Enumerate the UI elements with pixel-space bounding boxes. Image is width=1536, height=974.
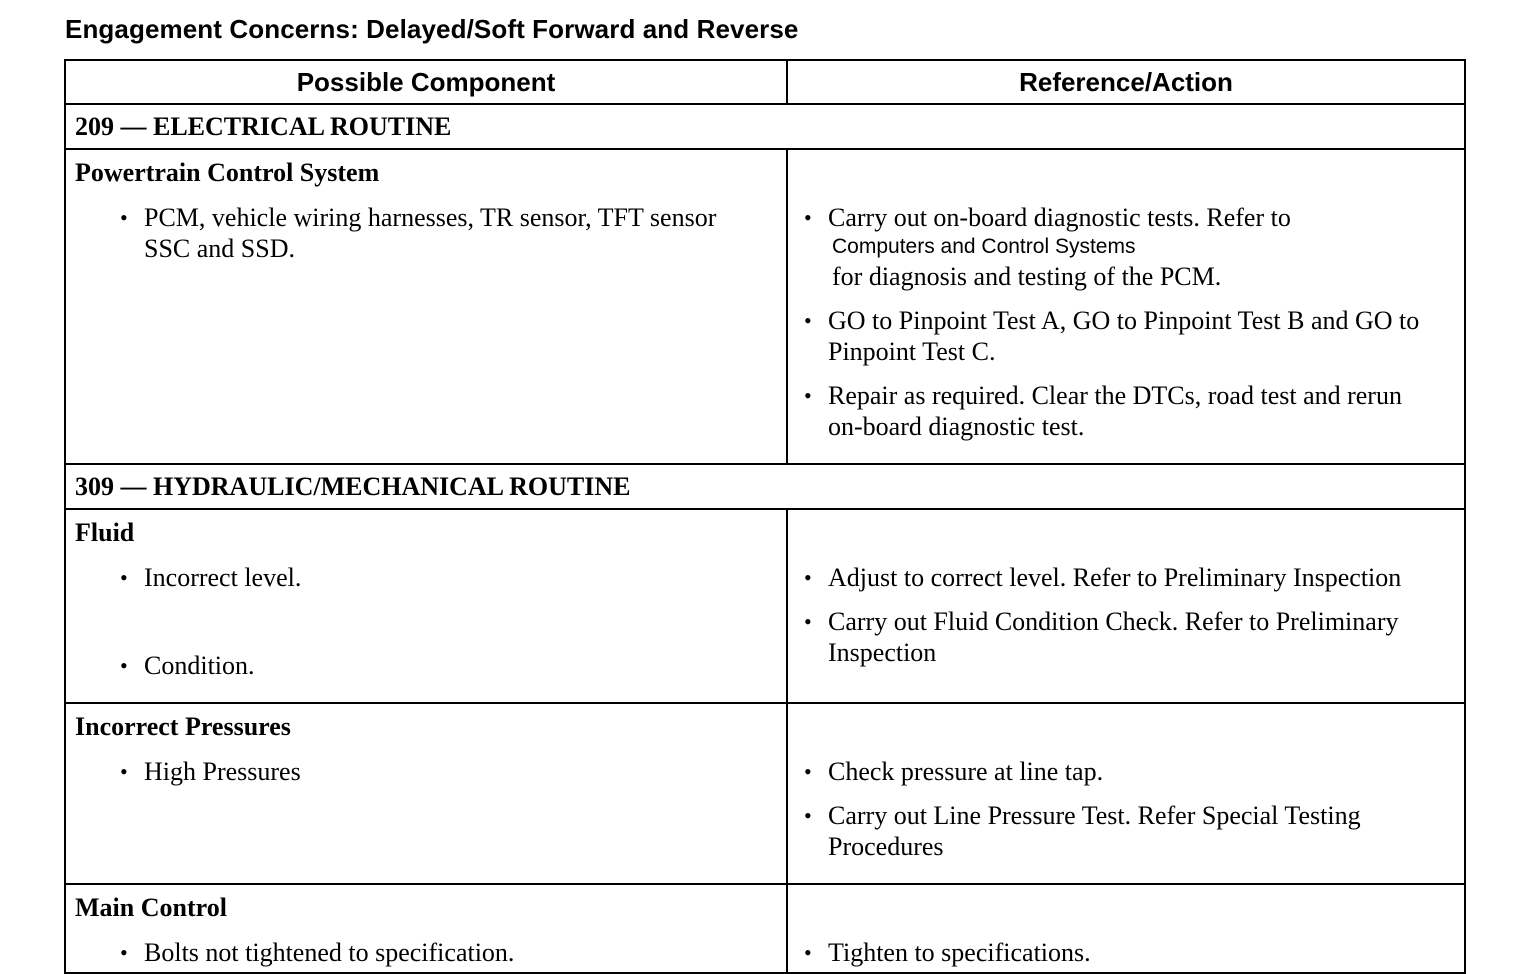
reference-link[interactable]: Computers and Control Systems [832, 235, 1136, 258]
component-group-title: Fluid [75, 518, 135, 547]
bullet-icon: • [804, 940, 812, 965]
header-possible-component: Possible Component [65, 60, 787, 104]
action-item: • Repair as required. Clear the DTCs, road test and rerun on-board diagnostic test. [804, 381, 1402, 441]
table-row [65, 884, 1465, 973]
action-cell [787, 149, 1465, 464]
component-cell [65, 884, 787, 973]
action-cell [787, 884, 1465, 973]
bullet-icon: • [804, 205, 812, 230]
component-cell [65, 703, 787, 884]
action-cell [787, 509, 1465, 703]
action-item: • Carry out Fluid Condition Check. Refer to Preliminary Inspection [804, 607, 1399, 667]
bullet-icon: • [120, 653, 128, 678]
page-title: Engagement Concerns: Delayed/Soft Forward and Reverse [65, 14, 799, 44]
header-reference-action: Reference/Action [787, 60, 1465, 104]
component-group-title: Powertrain Control System [75, 158, 380, 187]
action-item: • Adjust to correct level. Refer to Preliminary Inspection [804, 563, 1402, 592]
table-header-row [65, 60, 1465, 104]
table-row [65, 149, 1465, 464]
action-cell [787, 703, 1465, 884]
action-item: • Carry out Line Pressure Test. Refer Special Testing Procedures [804, 801, 1361, 861]
bullet-icon: • [120, 940, 128, 965]
routine-label: 209 — ELECTRICAL ROUTINE [65, 104, 1465, 149]
routine-row-electrical [65, 104, 1465, 149]
component-item: • Bolts not tightened to specification. [120, 938, 515, 967]
table-row [65, 703, 1465, 884]
bullet-icon: • [804, 308, 812, 333]
action-item: • GO to Pinpoint Test A, GO to Pinpoint Test B and GO to Pinpoint Test C. [804, 306, 1420, 366]
action-item: • Carry out on-board diagnostic tests. Refer to Computers and Control Systems for diagnosis and testing of the PCM. [788, 202, 1434, 292]
bullet-icon: • [120, 205, 128, 230]
action-item: • Tighten to specifications. [804, 938, 1091, 967]
component-item: • PCM, vehicle wiring harnesses, TR sensor, TFT sensor SSC and SSD. [120, 203, 717, 263]
bullet-icon: • [120, 565, 128, 590]
bullet-icon: • [804, 565, 812, 590]
bullet-icon: • [120, 759, 128, 784]
component-item: • Condition. [120, 651, 255, 680]
action-item: • Check pressure at line tap. [804, 757, 1104, 786]
component-group-title: Main Control [75, 893, 227, 922]
table-row [65, 509, 1465, 703]
bullet-icon: • [804, 759, 812, 784]
routine-row-hydraulic [65, 464, 1465, 509]
bullet-icon: • [804, 383, 812, 408]
component-cell [65, 149, 787, 464]
bullet-icon: • [804, 803, 812, 828]
component-item: • Incorrect level. [120, 563, 302, 592]
component-group-title: Incorrect Pressures [75, 712, 291, 741]
routine-label: 309 — HYDRAULIC/MECHANICAL ROUTINE [65, 464, 1465, 509]
component-item: • High Pressures [120, 757, 301, 786]
component-cell [65, 509, 787, 703]
bullet-icon: • [804, 609, 812, 634]
diagnosis-table [64, 59, 1466, 974]
